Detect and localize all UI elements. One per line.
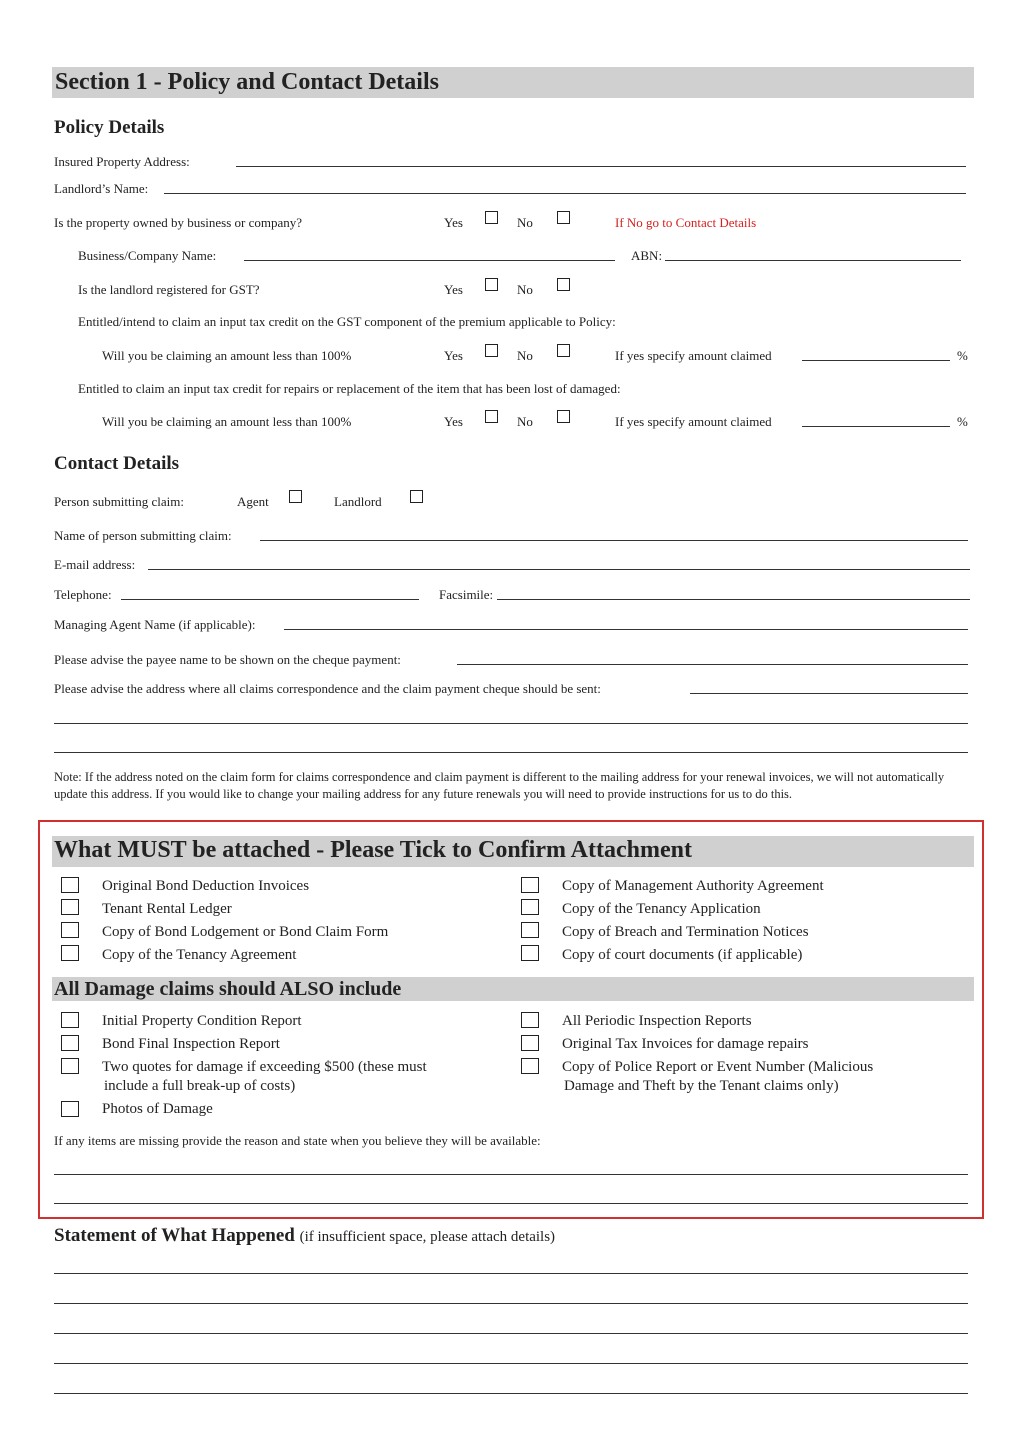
landlord-name-label: Landlord’s Name: [54,181,149,196]
damage-left-item-1: Initial Property Condition Report [102,1013,302,1029]
missing-items-label: If any items are missing provide the reason and state when you believe they will be available: [54,1133,541,1148]
damage-right-item-1: All Periodic Inspection Reports [562,1013,752,1029]
damage-claims-title: All Damage claims should ALSO include [54,978,402,1000]
owned-yes-label: Yes [444,215,463,230]
agent-checkbox[interactable] [289,490,302,503]
owned-no-label: No [517,215,533,230]
business-name-label: Business/Company Name: [78,248,217,263]
premium-amount-field[interactable] [802,360,950,361]
correspondence-address-label: Please advise the address where all claims correspondence and the claim payment cheque should be sent: [54,681,601,696]
owned-no-checkbox[interactable] [557,211,570,224]
managing-agent-label: Managing Agent Name (if applicable): [54,617,256,632]
business-name-field[interactable] [244,260,615,261]
policy-details-heading: Policy Details [54,117,165,138]
statement-line-2[interactable] [54,1303,968,1304]
attach-right-checkbox-4[interactable] [521,945,539,961]
damage-left-item-2: Bond Final Inspection Report [102,1036,280,1052]
attach-left-checkbox-1[interactable] [61,877,79,893]
correspondence-address-line-2[interactable] [54,723,968,724]
attach-left-checkbox-4[interactable] [61,945,79,961]
damage-photos-checkbox[interactable] [61,1101,79,1117]
damage-police-checkbox[interactable] [521,1058,539,1074]
attach-left-item-4: Copy of the Tenancy Agreement [102,947,297,963]
attach-left-checkbox-2[interactable] [61,899,79,915]
damage-quotes-line-1: Two quotes for damage if exceeding $500 (these must [102,1059,427,1075]
statement-title: Statement of What Happened [54,1225,295,1246]
repairs-yes-label: Yes [444,414,463,429]
abn-field[interactable] [665,260,961,261]
premium-yes-label: Yes [444,348,463,363]
email-label: E-mail address: [54,557,136,572]
damage-right-checkbox-1[interactable] [521,1012,539,1028]
owned-yes-checkbox[interactable] [485,211,498,224]
damage-photos-item: Photos of Damage [102,1101,213,1117]
damage-right-item-2: Original Tax Invoices for damage repairs [562,1036,809,1052]
missing-items-line-1[interactable] [54,1174,968,1175]
insured-address-field[interactable] [236,166,966,167]
telephone-label: Telephone: [54,587,112,602]
gst-no-label: No [517,282,533,297]
attachments-title: What MUST be attached - Please Tick to Confirm Attachment [54,837,692,863]
damage-quotes-line-2: include a full break-up of costs) [104,1078,296,1094]
abn-label: ABN: [631,248,663,263]
section-1-title: Section 1 - Policy and Contact Details [55,69,439,95]
statement-subtitle: (if insufficient space, please attach details) [299,1229,556,1245]
gst-yes-checkbox[interactable] [485,278,498,291]
gst-question: Is the landlord registered for GST? [78,282,260,297]
damage-left-checkbox-2[interactable] [61,1035,79,1051]
facsimile-label: Facsimile: [439,587,494,602]
attach-left-checkbox-3[interactable] [61,922,79,938]
attach-right-item-4: Copy of court documents (if applicable) [562,947,803,963]
telephone-field[interactable] [121,599,419,600]
correspondence-address-field[interactable] [690,693,968,694]
statement-heading [54,1225,555,1247]
attach-right-item-2: Copy of the Tenancy Application [562,901,761,917]
damage-police-line-1: Copy of Police Report or Event Number (Malicious [562,1059,874,1075]
landlord-name-field[interactable] [164,193,966,194]
gst-yes-label: Yes [444,282,463,297]
address-change-note: Note: If the address noted on the claim form for claims correspondence and claim payment is different to the mailing address for your renewal invoices, we will not automatically update this address. If you would like to change your mailing address for any future renewals you will need to provide instructions for us to do this. [54,770,945,801]
facsimile-field[interactable] [497,599,970,600]
owned-no-hint: If No go to Contact Details [615,215,757,230]
damage-quotes-checkbox[interactable] [61,1058,79,1074]
email-field[interactable] [148,569,970,570]
repairs-claiming-less-label: Will you be claiming an amount less than 100% [102,414,352,429]
submitter-name-label: Name of person submitting claim: [54,528,232,543]
damage-left-checkbox-1[interactable] [61,1012,79,1028]
repairs-yes-checkbox[interactable] [485,410,498,423]
input-credit-premium-label: Entitled/intend to claim an input tax credit on the GST component of the premium applicable to Policy: [78,314,616,329]
managing-agent-field[interactable] [284,629,968,630]
premium-percent-label: % [957,348,968,363]
attach-left-item-1: Original Bond Deduction Invoices [102,878,310,894]
attach-left-item-2: Tenant Rental Ledger [102,901,232,917]
repairs-no-label: No [517,414,533,429]
submitter-name-field[interactable] [260,540,968,541]
owned-by-business-question: Is the property owned by business or company? [54,215,303,230]
premium-specify-amount-label: If yes specify amount claimed [615,348,772,363]
input-credit-repairs-label: Entitled to claim an input tax credit for repairs or replacement of the item that has been lost of damaged: [78,381,621,396]
damage-right-checkbox-2[interactable] [521,1035,539,1051]
repairs-amount-field[interactable] [802,426,950,427]
attach-right-checkbox-2[interactable] [521,899,539,915]
gst-no-checkbox[interactable] [557,278,570,291]
correspondence-address-line-3[interactable] [54,752,968,753]
missing-items-line-2[interactable] [54,1203,968,1204]
premium-no-label: No [517,348,533,363]
attach-right-checkbox-1[interactable] [521,877,539,893]
agent-label: Agent [237,494,269,509]
repairs-no-checkbox[interactable] [557,410,570,423]
person-submitting-label: Person submitting claim: [54,494,184,509]
attach-right-item-1: Copy of Management Authority Agreement [562,878,824,894]
statement-line-1[interactable] [54,1273,968,1274]
premium-no-checkbox[interactable] [557,344,570,357]
repairs-specify-amount-label: If yes specify amount claimed [615,414,772,429]
contact-details-heading: Contact Details [54,453,180,474]
statement-line-4[interactable] [54,1363,968,1364]
attach-right-checkbox-3[interactable] [521,922,539,938]
payee-name-label: Please advise the payee name to be shown on the cheque payment: [54,652,401,667]
statement-line-3[interactable] [54,1333,968,1334]
statement-line-5[interactable] [54,1393,968,1394]
damage-police-line-2: Damage and Theft by the Tenant claims only) [564,1078,839,1094]
landlord-checkbox[interactable] [410,490,423,503]
premium-claiming-less-label: Will you be claiming an amount less than 100% [102,348,352,363]
repairs-percent-label: % [957,414,968,429]
payee-name-field[interactable] [457,664,968,665]
landlord-label: Landlord [334,494,382,509]
attach-right-item-3: Copy of Breach and Termination Notices [562,924,809,940]
attach-left-item-3: Copy of Bond Lodgement or Bond Claim Form [102,924,389,940]
insured-address-label: Insured Property Address: [54,154,190,169]
premium-yes-checkbox[interactable] [485,344,498,357]
